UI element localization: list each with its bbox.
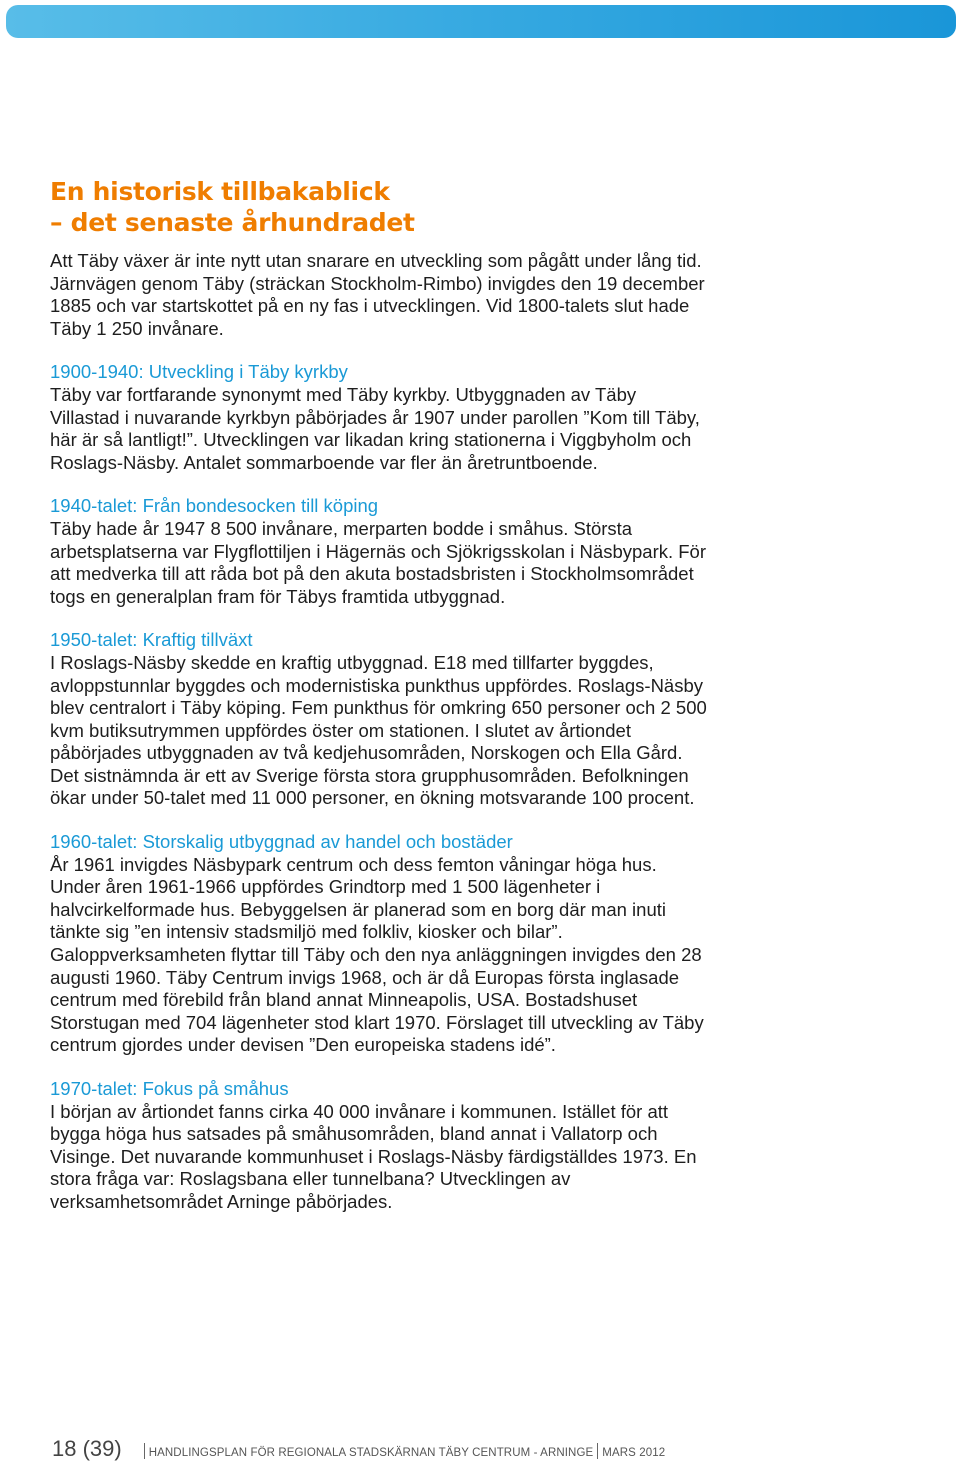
section-heading: 1960-talet: Storskalig utbyggnad av handel och bostäder: [50, 831, 513, 853]
section-heading: 1900-1940: Utveckling i Täby kyrkby: [50, 361, 348, 383]
page-title-line-1: En historisk tillbakablick: [50, 177, 390, 206]
footer-date: MARS 2012: [602, 1447, 666, 1459]
footer-divider: [144, 1443, 145, 1459]
section-heading: 1950-talet: Kraftig tillväxt: [50, 629, 253, 651]
header-banner: [6, 5, 956, 38]
footer-document-title: HANDLINGSPLAN FÖR REGIONALA STADSKÄRNAN TÄBY CENTRUM - ARNINGE: [148, 1447, 594, 1459]
section-paragraph: År 1961 invigdes Näsbypark centrum och dess femton våningar höga hus. Under åren 1961-1966 uppfördes Grindtorp med 1 500 lägenheter i halvcirkelformade hus. Bebyggelsen är planerad som en borg där man inuti tänkte sig ”en intensiv stadsmiljö med folkliv, kiosker och bilar”. Galoppverksamheten flyttar till Täby och den nya anläggningen invigdes den 28 augusti 1960. Täby Centrum invigs 1968, och är då Europas första inglasade centrum med förebild från bland annat Minneapolis, USA. Bostadshuset Storstugan med 704 lägenheter stod klart 1970. Förslaget till utveckling av Täby centrum gjordes under devisen ”Den europeiska stadens idé”.: [50, 853, 704, 1056]
section-paragraph: I Roslags-Näsby skedde en kraftig utbyggnad. E18 med tillfarter byggdes, avloppstunnlar byggdes och modernistiska punkthus uppfördes. Roslags-Näsby blev centralort i Täby köping. Fem punkthus för omkring 650 personer och 2 500 kvm butiksutrymmen uppfördes öster om stationen. I slutet av årtiondet påbörjades utbyggnaden av två kedjehusområden, Norskogen och Ella Gård. Det sistnämnda är ett av Sverige första stora grupphusområden. Befolkningen ökar under 50-talet med 11 000 personer, en ökning motsvarande 100 procent.: [50, 651, 707, 809]
section-paragraph: I början av årtiondet fanns cirka 40 000 invånare i kommunen. Istället för att bygga höga hus satsades på småhusområden, bland annat i Vallatorp och Visinge. Det nuvarande kommunhuset i Roslags-Näsby färdigställdes 1973. En stora fråga var: Roslagsbana eller tunnelbana? Utvecklingen av verksamhetsområdet Arninge påbörjades.: [50, 1100, 697, 1212]
page-title-line-2: – det senaste århundradet: [50, 208, 415, 237]
page-footer: [52, 1436, 665, 1466]
section-1900-1940: [50, 361, 710, 474]
section-1940-talet: [50, 495, 710, 608]
section-heading: 1940-talet: Från bondesocken till köping: [50, 495, 379, 517]
footer-divider: [597, 1443, 598, 1459]
section-paragraph: Täby hade år 1947 8 500 invånare, merparten bodde i småhus. Största arbetsplatserna var Flygflottiljen i Hägernäs och Sjökrigsskolan i Näsbypark. För att medverka till att råda bot på den akuta bostadsbristen i Stockholmsområdet togs en generalplan fram för Täbys framtida utbyggnad.: [50, 517, 707, 607]
section-heading: 1970-talet: Fokus på småhus: [50, 1078, 289, 1099]
section-paragraph: Täby var fortfarande synonymt med Täby kyrkby. Utbyggnaden av Täby Villastad i nuvarande kyrkbyn påbörjades år 1907 under parollen ”Kom till Täby, här är så lantligt!”. Utvecklingen var likadan kring stationerna i Viggbyholm och Roslags-Näsby. Antalet sommarboende var fler än åretruntboende.: [50, 383, 700, 473]
section-1960-talet: [50, 831, 710, 1057]
intro-paragraph: Att Täby växer är inte nytt utan snarare en utveckling som pågått under lång tid. Järnvägen genom Täby (sträckan Stockholm-Rimbo) invigdes den 19 december 1885 och var startskottet på en ny fas i utvecklingen. Vid 1800-talets slut hade Täby 1 250 invånare.: [50, 250, 705, 339]
section-1970-talet: [50, 1078, 710, 1214]
section-1950-talet: [50, 629, 710, 810]
page-title: [50, 176, 710, 238]
page-number: 18 (39): [52, 1436, 122, 1461]
intro-section: [50, 250, 710, 340]
article: [50, 176, 710, 1235]
